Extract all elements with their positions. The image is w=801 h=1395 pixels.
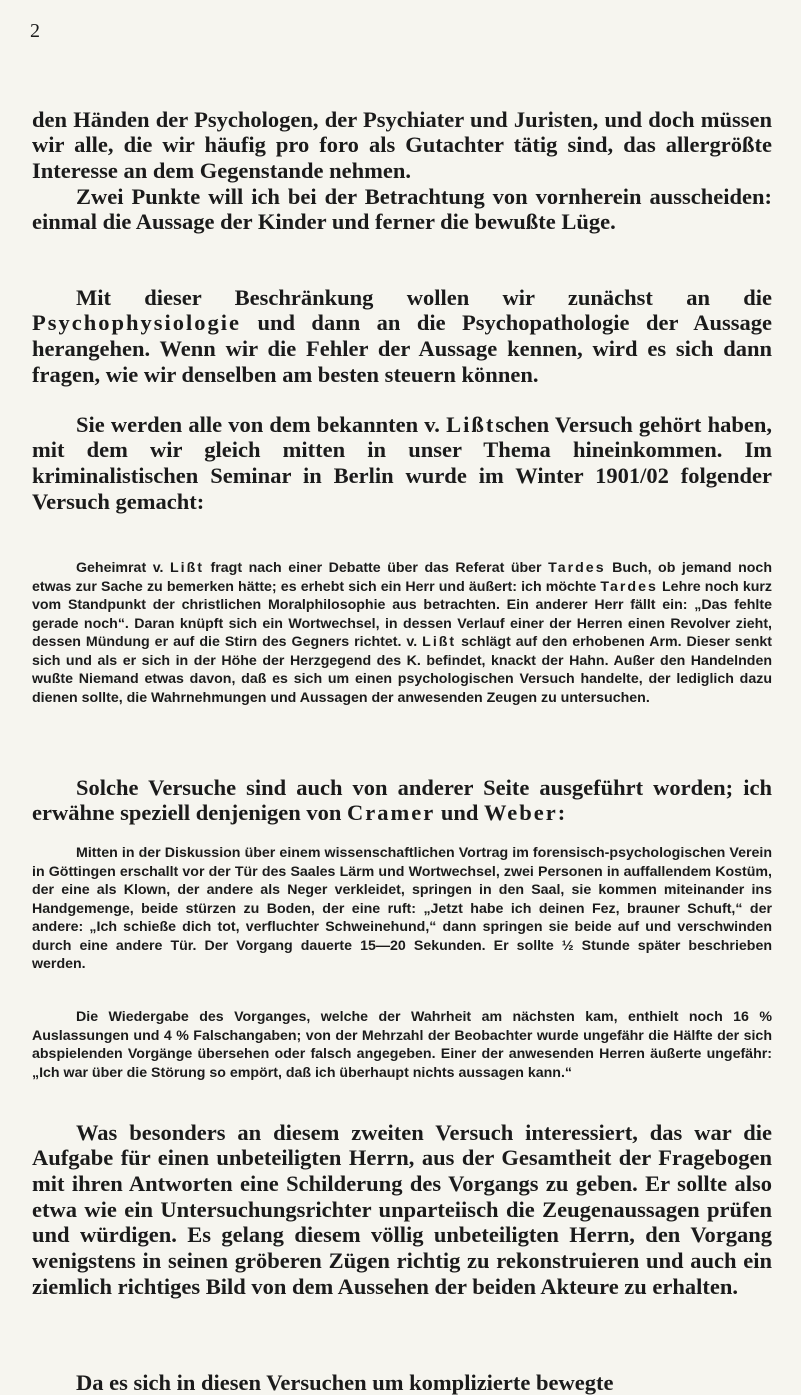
quote-goettingen-experiment: Mitten in der Diskussion über einem wissenschaftlichen Vortrag im forensisch-psychologischen Verein in Göttingen erschallt vor der Tür des Saales Lärm und Wortwechsel, zwei Personen in auffallendem Kostüm, der eine als Klown, der andere als Neger verkleidet, springen in den Saal, sie kommen miteinander ins Handgemenge, beide stürzen zu Boden, der eine ruft: „Jetzt habe ich deinen Fez, brauner Schuft,“ der andere: „Ich schieße dich tot, verfluchter Schweinehund,“ dann springen sie beide auf und verschwinden durch eine andere Tür. Der Vorgang dauerte 15—20 Sekunden. Er sollte ½ Stunde später beschrieben werden. (32, 844, 772, 974)
page-number: 2 (30, 20, 40, 43)
name-weber: Weber (484, 800, 558, 825)
name-tardes-2: Tardes (600, 579, 657, 595)
paragraph-5-text-c: : (558, 800, 566, 825)
quote-1-text-a: Geheimrat v. (76, 560, 170, 576)
paragraph-3-text-a: Mit dieser Beschränkung wollen wir zunächst an die (76, 285, 772, 310)
paragraph-6: Was besonders an diesem zweiten Versuch interessiert, das war die Aufgabe für einen unbeteiligten Herrn, aus der Gesamtheit der Fragebogen mit ihren Antworten eine Schilderung des Vorgangs zu geben. Er sollte also etwa wie ein Untersuchungsrichter unparteiisch die Zeugenaussagen prüfen und würdigen. Es gelang diesem völlig unbeteiligten Herrn, den Vorgang wenigstens in seinen gröberen Zügen richtig zu rekonstruieren und auch ein ziemlich richtiges Bild von dem Aussehen der beiden Akteure zu erhalten. (32, 1120, 772, 1300)
name-tardes-1: Tardes (548, 560, 605, 576)
name-lisst-1: Lißt (170, 560, 204, 576)
term-psychophysiologie: Psychophysiologie (32, 310, 241, 335)
paragraph-1: den Händen der Psychologen, der Psychiater und Juristen, und doch müssen wir alle, die wir häufig pro foro als Gutachter tätig sind, das allergrößte Interesse an dem Gegenstande nehmen. (32, 107, 772, 184)
paragraph-2: Zwei Punkte will ich bei der Betrachtung von vornherein ausscheiden: einmal die Aussage der Kinder und ferner die bewußte Lüge. (32, 184, 772, 235)
name-lisst: Lißt (446, 412, 495, 437)
quote-1-text-d: Lehre noch kurz vom Standpunkt der christlichen Moralphilosophie aus betrachten. Ein anderer Herr fällt ein: „Das fehlte gerade noch“. Daran knüpft sich ein Wortwechsel, in dessen Verlauf einer der Herren einen Revolver zieht, dessen Mündung er auf die Stirn des Gegners richtet. v. (32, 579, 772, 651)
quote-1-text-e: schlägt auf den erhobenen Arm. Dieser senkt sich und als er sich in der Höhe der Herzgegend des K. befindet, knackt der Hahn. Außer den Handelnden wußte Niemand etwas davon, daß es sich um einen psychologischen Versuch handelte, der lediglich dazu dienen sollte, die Wahrnehmungen und Aussagen der anwesenden Zeugen zu untersuchen. (32, 634, 772, 706)
quote-goettingen-results: Die Wiedergabe des Vorganges, welche der Wahrheit am nächsten kam, enthielt noch 16 % Auslassungen und 4 % Falschangaben; von der Mehrzahl der Beobachter wurde ungefähr die Hälfte der sich abspielenden Vorgänge übersehen oder falsch angegeben. Einer der anwesenden Herren äußerte ungefähr: „Ich war über die Störung so empört, daß ich überhaupt nichts aussagen kann.“ (32, 1008, 772, 1082)
paragraph-5-text-a: Solche Versuche sind auch von anderer Seite ausgeführt worden; ich erwähne speziell denjenigen von (32, 775, 772, 826)
name-cramer: Cramer (347, 800, 435, 825)
quote-1-text-b: fragt nach einer Debatte über das Referat über (204, 560, 548, 576)
quote-lisst-experiment (32, 559, 772, 707)
quote-1-text-c: Buch, ob jemand noch etwas zur Sache zu bemerken hätte; es erhebt sich ein Herr und äußert: ich möchte (32, 560, 772, 595)
name-lisst-2: Lißt (422, 634, 456, 650)
paragraph-7: Da es sich in diesen Versuchen um komplizierte bewegte (32, 1370, 772, 1395)
paragraph-5-text-b: und (435, 800, 484, 825)
paragraph-3 (32, 285, 772, 388)
paragraph-4 (32, 412, 772, 515)
paragraph-5 (32, 775, 772, 826)
paragraph-3-text-b: und dann an die Psychopathologie der Aussage herangehen. Wenn wir die Fehler der Aussage kennen, wird es sich dann fragen, wie wir denselben am besten steuern können. (32, 310, 772, 386)
paragraph-4-text-b: schen Versuch gehört haben, mit dem wir gleich mitten in unser Thema hineinkommen. Im kriminalistischen Seminar in Berlin wurde im Winter 1901/02 folgender Versuch gemacht: (32, 412, 772, 514)
paragraph-4-text-a: Sie werden alle von dem bekannten v. (76, 412, 446, 437)
